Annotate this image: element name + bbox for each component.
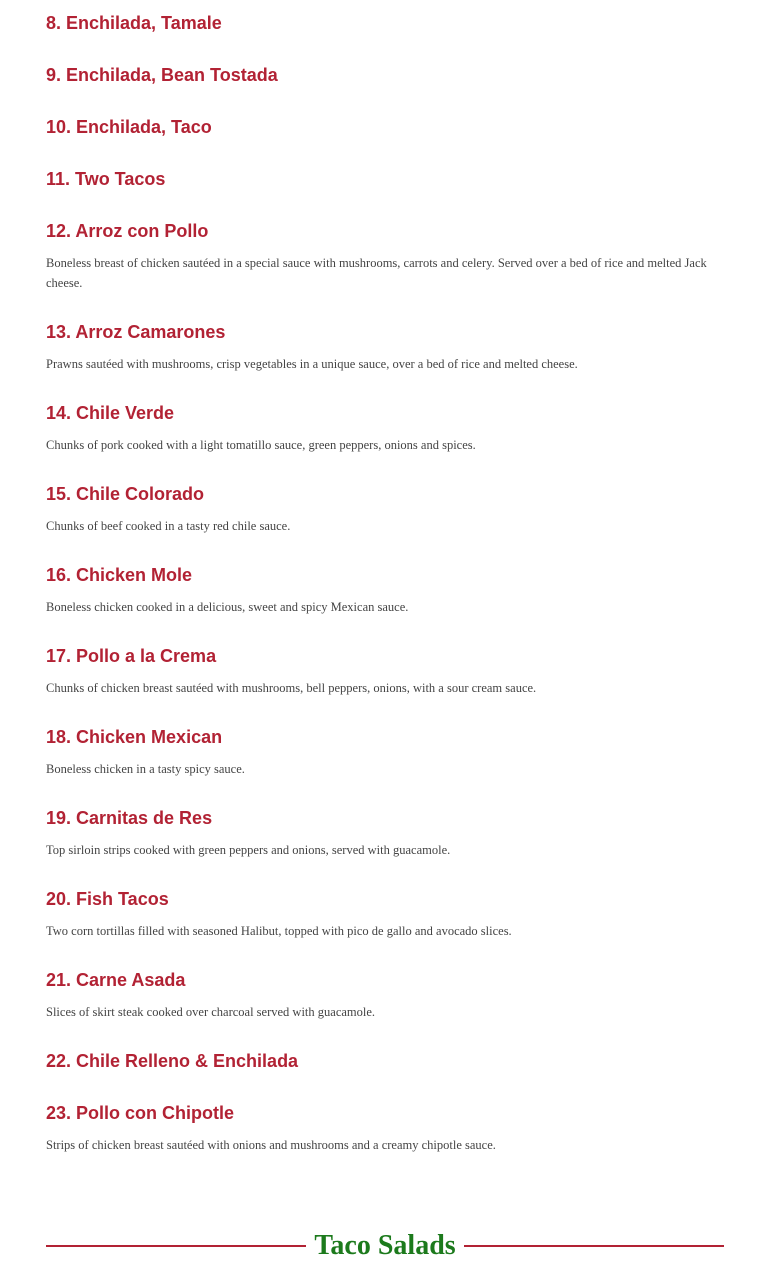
menu-item [46,724,724,779]
menu-item-description: Chunks of chicken breast sautéed with mushrooms, bell peppers, onions, with a sour cream sauce. [46,681,537,695]
menu-item [46,1100,724,1155]
menu-item [46,643,724,698]
menu-item-title: 12. Arroz con Pollo [46,221,209,241]
menu-item-title: 10. Enchilada, Taco [46,117,212,137]
menu-item [46,218,724,293]
menu-item [46,10,724,36]
menu-item-title: 11. Two Tacos [46,169,166,189]
menu-item [46,62,724,88]
divider-right [464,1245,724,1247]
section-title: Taco Salads [314,1230,456,1261]
menu-item-title: 14. Chile Verde [46,403,175,423]
menu-item [46,1048,724,1074]
menu-item [46,886,724,941]
menu-item-title: 23. Pollo con Chipotle [46,1103,235,1123]
menu-item-title: 16. Chicken Mole [46,565,193,585]
menu-item-description: Chunks of pork cooked with a light tomatillo sauce, green peppers, onions and spices. [46,438,476,452]
menu-item-title: 22. Chile Relleno & Enchilada [46,1051,299,1071]
menu-item [46,319,724,374]
menu-item-description: Two corn tortillas filled with seasoned Halibut, topped with pico de gallo and avocado slices. [46,924,512,938]
divider-left [46,1245,306,1247]
menu-item-title: 13. Arroz Camarones [46,322,226,342]
menu-item-title: 17. Pollo a la Crema [46,646,217,666]
menu-item-title: 9. Enchilada, Bean Tostada [46,65,278,85]
menu-item-description: Slices of skirt steak cooked over charcoal served with guacamole. [46,1005,376,1019]
menu-item-description: Boneless chicken in a tasty spicy sauce. [46,762,245,776]
menu-item [46,400,724,455]
menu-item [46,805,724,860]
menu-item-description: Chunks of beef cooked in a tasty red chile sauce. [46,519,291,533]
menu-item-description: Strips of chicken breast sautéed with onions and mushrooms and a creamy chipotle sauce. [46,1138,496,1152]
menu-item-description: Prawns sautéed with mushrooms, crisp vegetables in a unique sauce, over a bed of rice and melted cheese. [46,357,578,371]
menu-item [46,481,724,536]
menu-item-title: 19. Carnitas de Res [46,808,213,828]
menu-item-title: 21. Carne Asada [46,970,186,990]
menu-item [46,562,724,617]
menu-item-title: 8. Enchilada, Tamale [46,13,222,33]
menu-item [46,114,724,140]
menu-item-description: Top sirloin strips cooked with green peppers and onions, served with guacamole. [46,843,451,857]
menu-item-description: Boneless breast of chicken sautéed in a special sauce with mushrooms, carrots and celery. Served over a bed of rice and melted Jack cheese. [46,256,707,290]
menu-item-title: 18. Chicken Mexican [46,727,223,747]
menu-item-title: 20. Fish Tacos [46,889,169,909]
section-heading-taco-salads [46,1228,724,1264]
menu-item [46,967,724,1022]
menu-item-title: 15. Chile Colorado [46,484,205,504]
menu-item-list [46,10,724,1181]
menu-item [46,166,724,192]
menu-item-description: Boneless chicken cooked in a delicious, sweet and spicy Mexican sauce. [46,600,409,614]
